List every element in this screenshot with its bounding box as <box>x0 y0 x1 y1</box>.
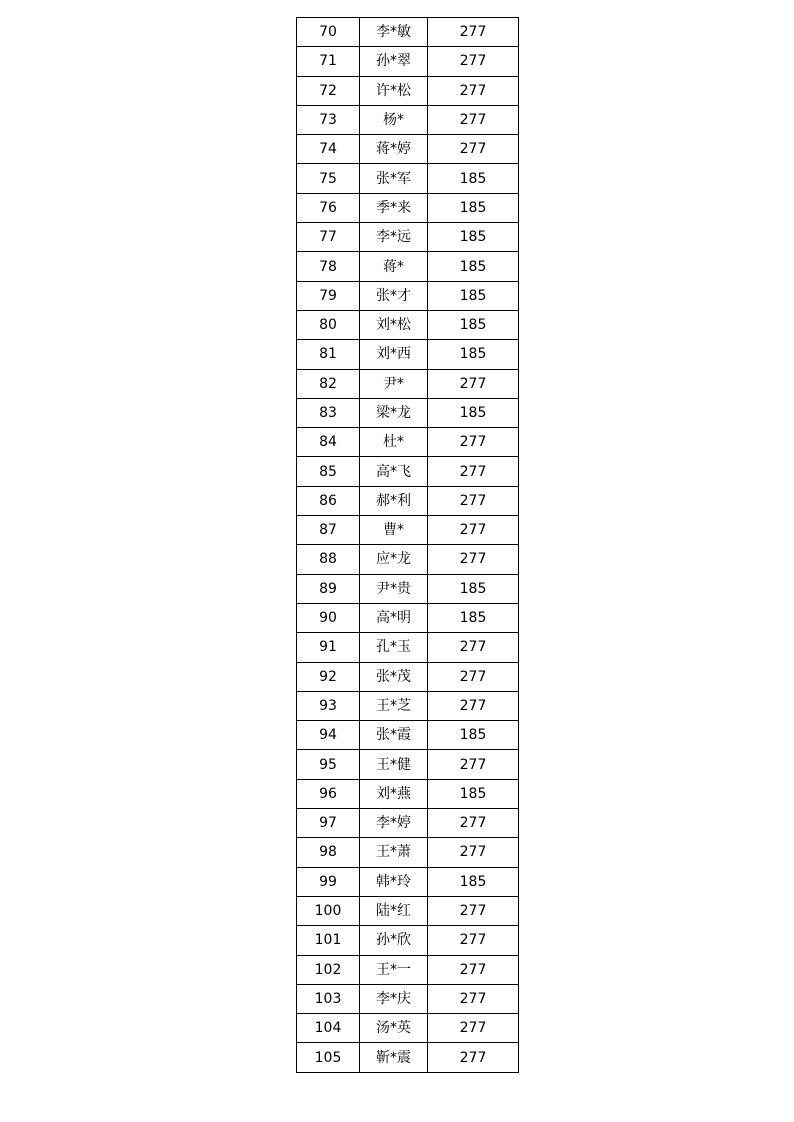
amount-cell: 277 <box>428 955 519 984</box>
amount-cell: 277 <box>428 809 519 838</box>
amount-cell: 277 <box>428 369 519 398</box>
table-row <box>297 1014 519 1043</box>
row-number-cell: 104 <box>297 1014 360 1043</box>
amount-cell: 277 <box>428 926 519 955</box>
row-number-cell: 75 <box>297 164 360 193</box>
table-row <box>297 193 519 222</box>
name-cell: 张*霞 <box>360 721 428 750</box>
amount-cell: 185 <box>428 252 519 281</box>
row-number-cell: 72 <box>297 76 360 105</box>
row-number-cell: 79 <box>297 281 360 310</box>
table-row <box>297 691 519 720</box>
name-cell: 张*才 <box>360 281 428 310</box>
row-number-cell: 89 <box>297 574 360 603</box>
amount-cell: 185 <box>428 603 519 632</box>
table-row <box>297 135 519 164</box>
table-row <box>297 281 519 310</box>
table-row <box>297 310 519 339</box>
name-cell: 许*松 <box>360 76 428 105</box>
name-cell: 应*龙 <box>360 545 428 574</box>
name-cell: 李*远 <box>360 223 428 252</box>
name-cell: 蒋* <box>360 252 428 281</box>
row-number-cell: 98 <box>297 838 360 867</box>
row-number-cell: 76 <box>297 193 360 222</box>
name-cell: 王*健 <box>360 750 428 779</box>
name-cell: 蒋*婷 <box>360 135 428 164</box>
name-cell: 杜* <box>360 428 428 457</box>
amount-cell: 185 <box>428 779 519 808</box>
table-row <box>297 369 519 398</box>
name-cell: 陆*红 <box>360 896 428 925</box>
name-cell: 孔*玉 <box>360 633 428 662</box>
name-cell: 李*敏 <box>360 18 428 47</box>
row-number-cell: 74 <box>297 135 360 164</box>
amount-cell: 277 <box>428 750 519 779</box>
table-row <box>297 545 519 574</box>
amount-cell: 185 <box>428 574 519 603</box>
table-row <box>297 750 519 779</box>
amount-cell: 277 <box>428 457 519 486</box>
name-cell: 尹*贵 <box>360 574 428 603</box>
table-row <box>297 428 519 457</box>
amount-cell: 277 <box>428 1014 519 1043</box>
name-cell: 孙*欣 <box>360 926 428 955</box>
table-row <box>297 76 519 105</box>
name-cell: 张*茂 <box>360 662 428 691</box>
name-cell: 尹* <box>360 369 428 398</box>
table-row <box>297 662 519 691</box>
row-number-cell: 83 <box>297 398 360 427</box>
amount-cell: 277 <box>428 984 519 1013</box>
name-cell: 韩*玲 <box>360 867 428 896</box>
row-number-cell: 87 <box>297 516 360 545</box>
recipient-table-body <box>297 18 519 1073</box>
table-row <box>297 164 519 193</box>
amount-cell: 185 <box>428 310 519 339</box>
table-row <box>297 721 519 750</box>
table-row <box>297 223 519 252</box>
table-row <box>297 809 519 838</box>
row-number-cell: 102 <box>297 955 360 984</box>
amount-cell: 277 <box>428 18 519 47</box>
table-row <box>297 18 519 47</box>
row-number-cell: 97 <box>297 809 360 838</box>
table-row <box>297 838 519 867</box>
row-number-cell: 91 <box>297 633 360 662</box>
row-number-cell: 95 <box>297 750 360 779</box>
row-number-cell: 81 <box>297 340 360 369</box>
table-row <box>297 457 519 486</box>
recipient-table <box>296 17 519 1073</box>
row-number-cell: 94 <box>297 721 360 750</box>
name-cell: 高*明 <box>360 603 428 632</box>
amount-cell: 277 <box>428 691 519 720</box>
row-number-cell: 101 <box>297 926 360 955</box>
row-number-cell: 105 <box>297 1043 360 1072</box>
table-row <box>297 47 519 76</box>
table-row <box>297 574 519 603</box>
table-row <box>297 633 519 662</box>
row-number-cell: 96 <box>297 779 360 808</box>
amount-cell: 185 <box>428 340 519 369</box>
amount-cell: 277 <box>428 428 519 457</box>
table-row <box>297 896 519 925</box>
amount-cell: 277 <box>428 662 519 691</box>
name-cell: 王*一 <box>360 955 428 984</box>
name-cell: 王*芝 <box>360 691 428 720</box>
name-cell: 季*来 <box>360 193 428 222</box>
amount-cell: 185 <box>428 281 519 310</box>
name-cell: 张*军 <box>360 164 428 193</box>
table-row <box>297 867 519 896</box>
name-cell: 梁*龙 <box>360 398 428 427</box>
amount-cell: 185 <box>428 398 519 427</box>
table-row <box>297 516 519 545</box>
table-row <box>297 926 519 955</box>
name-cell: 王*萧 <box>360 838 428 867</box>
name-cell: 郝*利 <box>360 486 428 515</box>
name-cell: 李*庆 <box>360 984 428 1013</box>
amount-cell: 185 <box>428 193 519 222</box>
amount-cell: 185 <box>428 721 519 750</box>
row-number-cell: 88 <box>297 545 360 574</box>
table-row <box>297 955 519 984</box>
amount-cell: 277 <box>428 76 519 105</box>
row-number-cell: 73 <box>297 105 360 134</box>
table-row <box>297 984 519 1013</box>
name-cell: 刘*燕 <box>360 779 428 808</box>
name-cell: 刘*西 <box>360 340 428 369</box>
row-number-cell: 90 <box>297 603 360 632</box>
table-row <box>297 779 519 808</box>
row-number-cell: 77 <box>297 223 360 252</box>
table-row <box>297 486 519 515</box>
name-cell: 孙*翠 <box>360 47 428 76</box>
name-cell: 李*婷 <box>360 809 428 838</box>
row-number-cell: 100 <box>297 896 360 925</box>
amount-cell: 277 <box>428 516 519 545</box>
amount-cell: 277 <box>428 838 519 867</box>
row-number-cell: 92 <box>297 662 360 691</box>
amount-cell: 277 <box>428 105 519 134</box>
amount-cell: 185 <box>428 164 519 193</box>
name-cell: 刘*松 <box>360 310 428 339</box>
row-number-cell: 84 <box>297 428 360 457</box>
amount-cell: 277 <box>428 633 519 662</box>
name-cell: 汤*英 <box>360 1014 428 1043</box>
name-cell: 高*飞 <box>360 457 428 486</box>
amount-cell: 277 <box>428 545 519 574</box>
amount-cell: 185 <box>428 867 519 896</box>
row-number-cell: 71 <box>297 47 360 76</box>
amount-cell: 277 <box>428 486 519 515</box>
row-number-cell: 99 <box>297 867 360 896</box>
row-number-cell: 78 <box>297 252 360 281</box>
amount-cell: 277 <box>428 896 519 925</box>
amount-cell: 277 <box>428 47 519 76</box>
row-number-cell: 80 <box>297 310 360 339</box>
amount-cell: 277 <box>428 135 519 164</box>
name-cell: 靳*震 <box>360 1043 428 1072</box>
amount-cell: 277 <box>428 1043 519 1072</box>
row-number-cell: 82 <box>297 369 360 398</box>
name-cell: 曹* <box>360 516 428 545</box>
row-number-cell: 85 <box>297 457 360 486</box>
table-row <box>297 105 519 134</box>
table-row <box>297 603 519 632</box>
table-row <box>297 340 519 369</box>
name-cell: 杨* <box>360 105 428 134</box>
row-number-cell: 70 <box>297 18 360 47</box>
amount-cell: 185 <box>428 223 519 252</box>
row-number-cell: 93 <box>297 691 360 720</box>
row-number-cell: 86 <box>297 486 360 515</box>
row-number-cell: 103 <box>297 984 360 1013</box>
table-row <box>297 1043 519 1072</box>
table-row <box>297 398 519 427</box>
table-row <box>297 252 519 281</box>
